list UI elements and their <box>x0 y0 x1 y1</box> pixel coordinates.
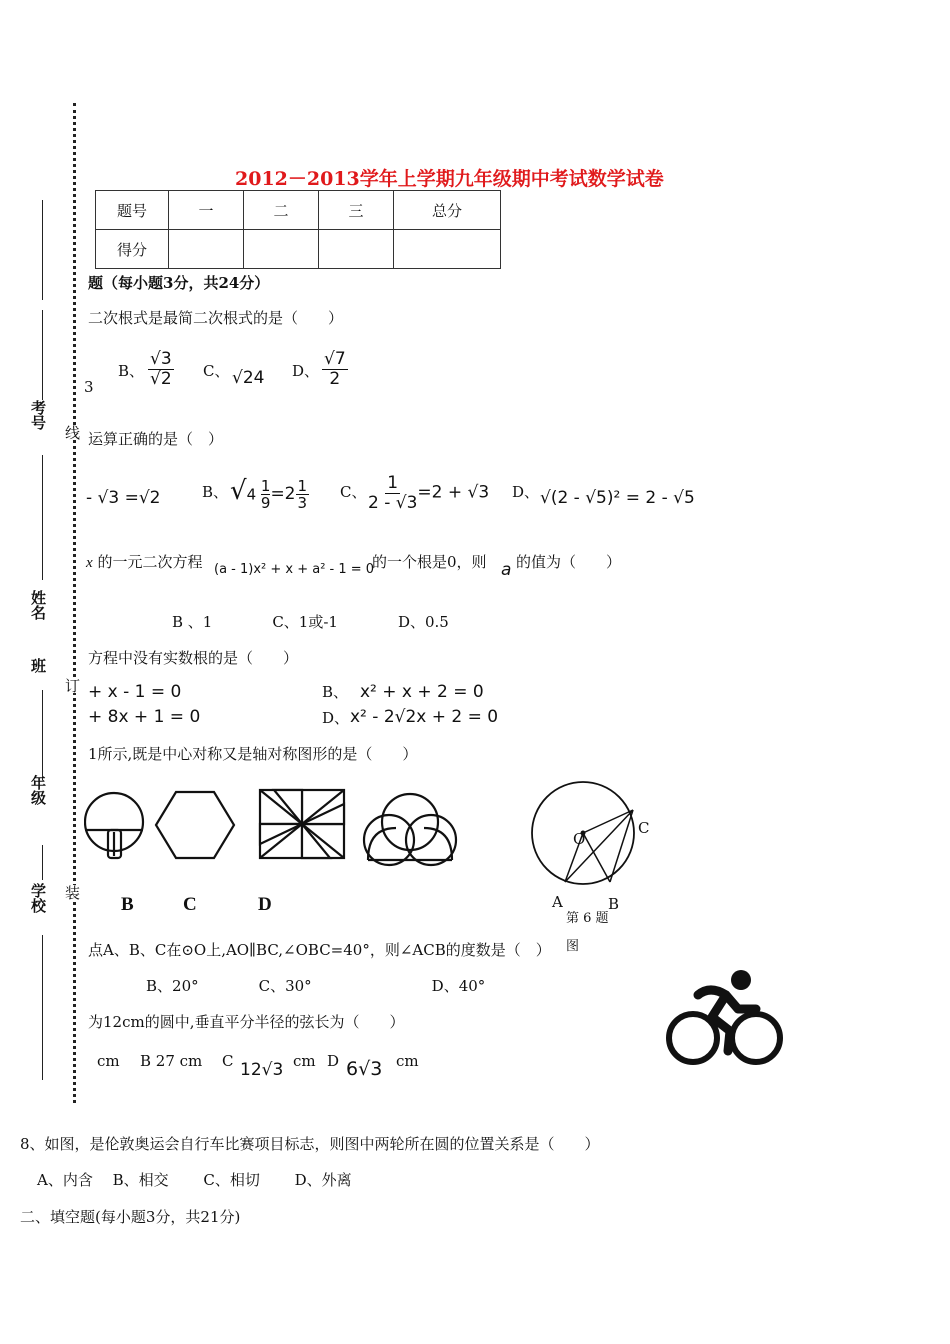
question-7-option-d-label: D <box>327 1052 340 1070</box>
question-2-option-b-rhs: =2 <box>270 484 296 504</box>
figure-6-label-c: C <box>638 819 650 837</box>
question-2-option-b-rhs-num: 1 <box>297 476 308 495</box>
question-2-option-b-expr: √ 4 $\frac{1}{9}$ =2 $\frac{1}{3}$ <box>230 476 308 512</box>
question-4-option-b-label: B、 <box>322 683 349 701</box>
binding-label-bind: 装 <box>63 885 81 900</box>
question-3-options: B 、1 C、1或-1 D、0.5 <box>172 613 449 631</box>
question-5-label-b: B <box>121 894 134 915</box>
question-2-option-c-num: 1 <box>387 473 399 493</box>
table-cell <box>319 230 394 269</box>
question-1-option-b-expr: $\frac{√3}{√2}$ <box>150 349 172 389</box>
sidebar-grade: 年级 <box>29 775 47 805</box>
question-2-option-c-label: C、 <box>340 483 367 501</box>
question-7-option-a: cm <box>97 1052 120 1070</box>
question-5-stem: 1所示,既是中心对称又是轴对称图形的是（ ） <box>88 745 418 763</box>
question-1-option-b-label: B、 <box>118 362 145 380</box>
sidebar-line <box>42 845 43 880</box>
table-cell <box>244 230 319 269</box>
question-5-label-c: C <box>183 894 197 915</box>
sidebar-line <box>42 935 43 1080</box>
question-7-stem: 为12cm的圆中,垂直平分半径的弦长为（ ） <box>88 1013 405 1031</box>
hexagon-figure <box>156 792 234 858</box>
sidebar-class: 班 <box>29 658 47 673</box>
table-cell <box>394 230 501 269</box>
question-2-option-d-label: D、 <box>512 483 540 501</box>
section-heading: 题（每小题3分，共24分） <box>88 274 270 292</box>
question-4-option-d-expr: x² - 2√2x + 2 = 0 <box>350 707 499 727</box>
table-cell: 一 <box>169 191 244 230</box>
table-cell <box>169 230 244 269</box>
binding-label-staple: 订 <box>63 678 81 693</box>
question-1-option-c-label: C、 <box>203 362 230 380</box>
question-7-option-b: B 27 cm <box>140 1052 203 1070</box>
question-3-stem-a: x 的一元二次方程 <box>86 553 203 571</box>
question-2-option-c-expr <box>368 474 489 512</box>
question-1-option-d-label: D、 <box>292 362 320 380</box>
sidebar-line <box>42 455 43 580</box>
paddle-figure <box>85 793 143 858</box>
question-3-stem-b: 的一个根是0，则 <box>372 553 487 571</box>
cycling-logo-icon <box>664 965 789 1070</box>
question-2-option-d-expr: √(2 - √5)² = 2 - √5 <box>540 488 695 508</box>
score-table <box>95 190 501 269</box>
question-2-option-c-den: 2 - √3 <box>368 492 418 513</box>
table-cell: 三 <box>319 191 394 230</box>
question-2-option-a: - √3 =√2 <box>86 488 161 508</box>
question-4-stem: 方程中没有实数根的是（ ） <box>88 649 299 667</box>
question-2-option-b-rhs-den: 3 <box>297 494 308 512</box>
question-3-var: a <box>501 560 512 580</box>
question-7-option-d-unit: cm <box>396 1052 419 1070</box>
table-cell: 二 <box>244 191 319 230</box>
trefoil-figure <box>364 794 456 865</box>
sidebar-line <box>42 690 43 780</box>
question-4-option-b-expr: x² + x + 2 = 0 <box>360 682 484 702</box>
question-3-equation: (a - 1)x² + x + a² - 1 = 0 <box>214 562 375 577</box>
figure-6-label-o: O <box>573 830 586 848</box>
question-5-figures <box>84 780 464 890</box>
sidebar-name: 姓名 <box>29 590 47 620</box>
question-8-stem: 8、如图，是伦敦奥运会自行车比赛项目标志，则图中两轮所在圆的位置关系是（ ） <box>20 1135 600 1153</box>
figure-6-label-a: A <box>552 893 563 911</box>
section-2-heading: 二、填空题(每小题3分，共21分) <box>20 1208 241 1226</box>
question-7-option-d-value: 6√3 <box>346 1058 383 1080</box>
question-7-option-c-unit: cm <box>293 1052 316 1070</box>
binding-label-line: 线 <box>63 425 81 440</box>
pinwheel-figure <box>260 790 344 858</box>
question-2-option-c-rhs: =2 + √3 <box>417 482 490 503</box>
question-4-option-c: + 8x + 1 = 0 <box>88 707 201 727</box>
figure-6-caption-2: 图 <box>566 939 580 954</box>
table-row <box>96 191 501 230</box>
question-5-label-d: D <box>258 894 272 915</box>
question-8-options: A、内含 B、相交 C、相切 D、外离 <box>37 1171 352 1189</box>
binding-dotted-line <box>73 103 76 1103</box>
question-4-option-d-label: D、 <box>322 709 350 727</box>
sidebar-school: 学校 <box>29 883 47 913</box>
sidebar-line <box>42 310 43 400</box>
question-6-options: B、20° C、30° D、40° <box>146 977 486 995</box>
question-1-option-d-expr: $\frac{√7}{2}$ <box>324 349 346 389</box>
page-title: 2012－2013学年上学期九年级期中考试数学试卷 <box>235 168 664 190</box>
figure-6-label-b: B <box>608 895 620 913</box>
question-1-stem: 二次根式是最简二次根式的是（ ） <box>88 309 344 327</box>
figure-6-caption: 第 6 题 <box>566 911 609 926</box>
question-1-option-c-expr: √24 <box>232 368 265 388</box>
sidebar-line <box>42 200 43 300</box>
question-2-stem: 运算正确的是（ ） <box>88 430 224 448</box>
question-2-option-b-label: B、 <box>202 483 229 501</box>
question-6-stem: 点A、B、C在⊙O上,AO∥BC,∠OBC=40°，则∠ACB的度数是（ ） <box>88 941 551 959</box>
table-cell: 总分 <box>394 191 501 230</box>
question-3-stem-a-text: 的一元二次方程 <box>97 553 203 571</box>
table-cell: 题号 <box>96 191 169 230</box>
table-row <box>96 230 501 269</box>
question-7-option-c-label: C <box>222 1052 234 1070</box>
question-7-option-c-value: 12√3 <box>240 1060 284 1080</box>
question-4-option-a: + x - 1 = 0 <box>88 682 182 702</box>
question-3-stem-c: 的值为（ ） <box>516 553 622 571</box>
table-cell: 得分 <box>96 230 169 269</box>
sidebar-exam-number: 考号 <box>29 400 47 430</box>
question-1-option-a: 3 <box>84 378 94 396</box>
